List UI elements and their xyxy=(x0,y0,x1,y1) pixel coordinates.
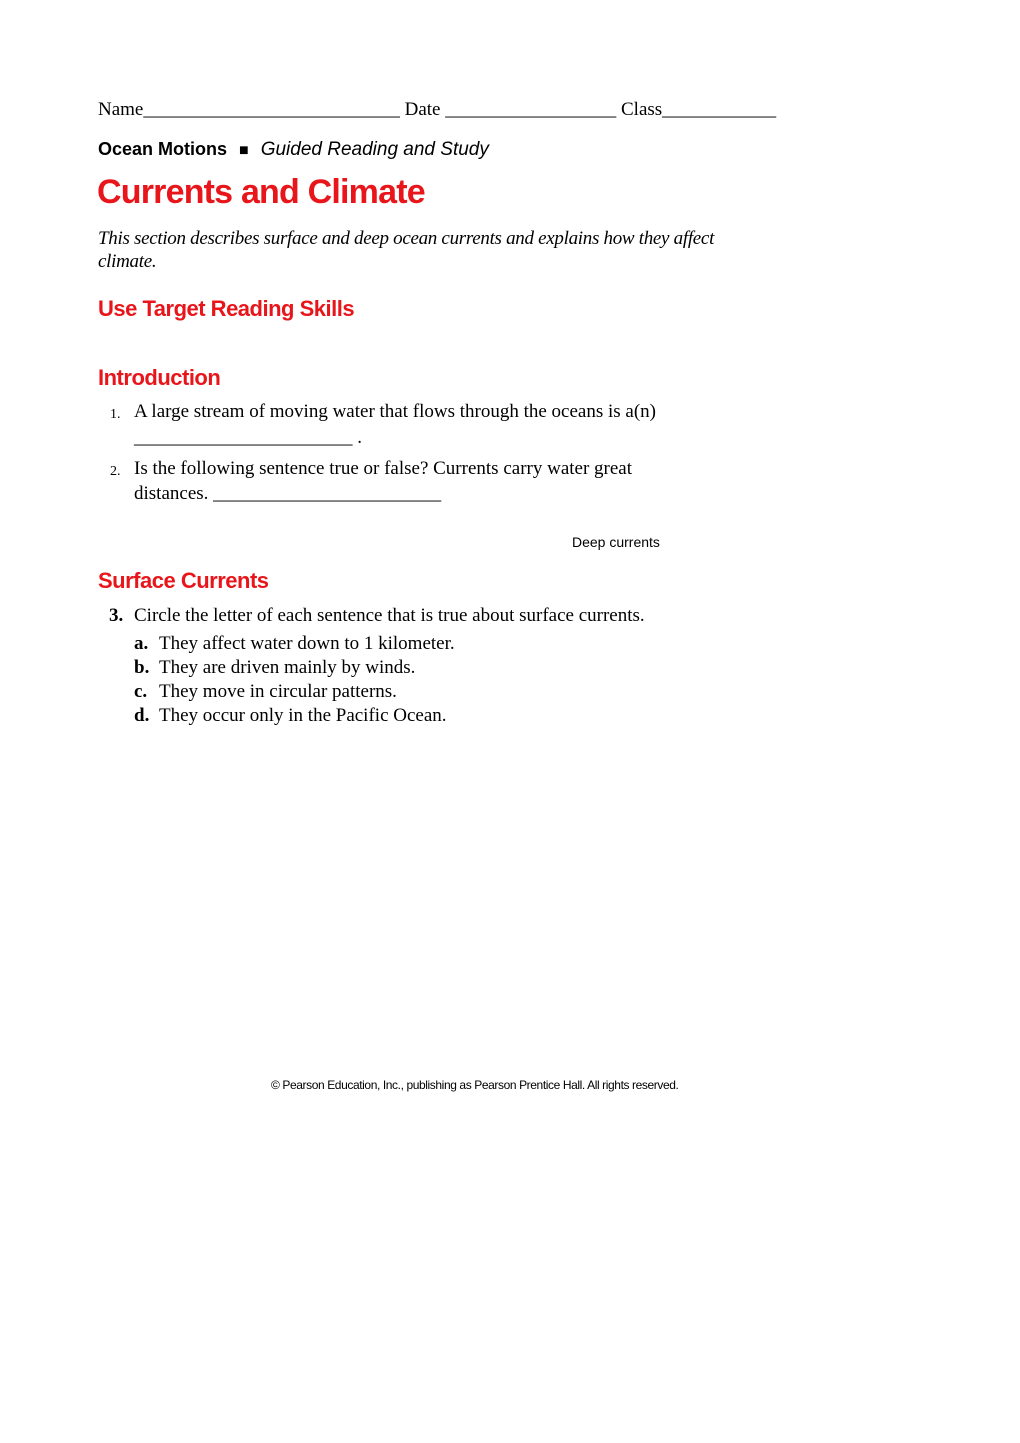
answer-blank[interactable]: _______________________ . xyxy=(134,427,362,448)
section-heading-surface-currents: Surface Currents xyxy=(98,568,269,593)
question-text: Is the following sentence true or false? Currents carry water great xyxy=(134,458,633,479)
option-c[interactable] xyxy=(134,680,397,704)
name-field-label[interactable]: Name___________________________ xyxy=(98,99,400,120)
question-text: A large stream of moving water that flows through the oceans is a(n) xyxy=(134,401,657,422)
question-3 xyxy=(98,604,738,734)
question-number: 3. xyxy=(109,605,124,626)
option-text: They affect water down to 1 kilometer. xyxy=(159,633,455,654)
option-letter[interactable]: b. xyxy=(134,657,150,678)
page-title: Currents and Climate xyxy=(97,173,425,211)
intro-paragraph: This section describes surface and deep ocean currents and explains how they affect climate. xyxy=(98,228,715,272)
option-letter[interactable]: d. xyxy=(134,705,150,726)
class-field-label[interactable]: Class____________ xyxy=(621,99,777,120)
section-heading-introduction: Introduction xyxy=(98,365,221,390)
option-b[interactable] xyxy=(134,656,415,680)
question-number: 1. xyxy=(110,407,121,422)
question-number: 2. xyxy=(110,464,121,479)
option-letter[interactable]: c. xyxy=(134,681,148,702)
date-field-label[interactable]: Date __________________ xyxy=(404,99,617,120)
breadcrumb xyxy=(98,139,489,161)
copyright-footer: © Pearson Education, Inc., publishing as Pearson Prentice Hall. All rights reserved. xyxy=(271,1078,679,1092)
option-text: They move in circular patterns. xyxy=(159,681,397,702)
section-heading-target-reading: Use Target Reading Skills xyxy=(98,296,355,321)
breadcrumb-type: Guided Reading and Study xyxy=(260,139,489,160)
option-letter[interactable]: a. xyxy=(134,633,149,654)
option-d[interactable] xyxy=(134,704,447,728)
question-text: Circle the letter of each sentence that is true about surface currents. xyxy=(134,605,645,626)
breadcrumb-separator-icon: ■ xyxy=(239,142,249,159)
option-a[interactable] xyxy=(134,632,455,656)
deep-currents-label: Deep currents xyxy=(572,534,660,550)
breadcrumb-subject: Ocean Motions xyxy=(98,139,228,159)
question-2 xyxy=(98,457,738,505)
option-text: They are driven mainly by winds. xyxy=(159,657,416,678)
option-text: They occur only in the Pacific Ocean. xyxy=(159,705,447,726)
question-1 xyxy=(98,400,738,448)
answer-blank[interactable]: distances. ________________________ xyxy=(134,483,442,504)
student-info-line xyxy=(98,99,776,121)
